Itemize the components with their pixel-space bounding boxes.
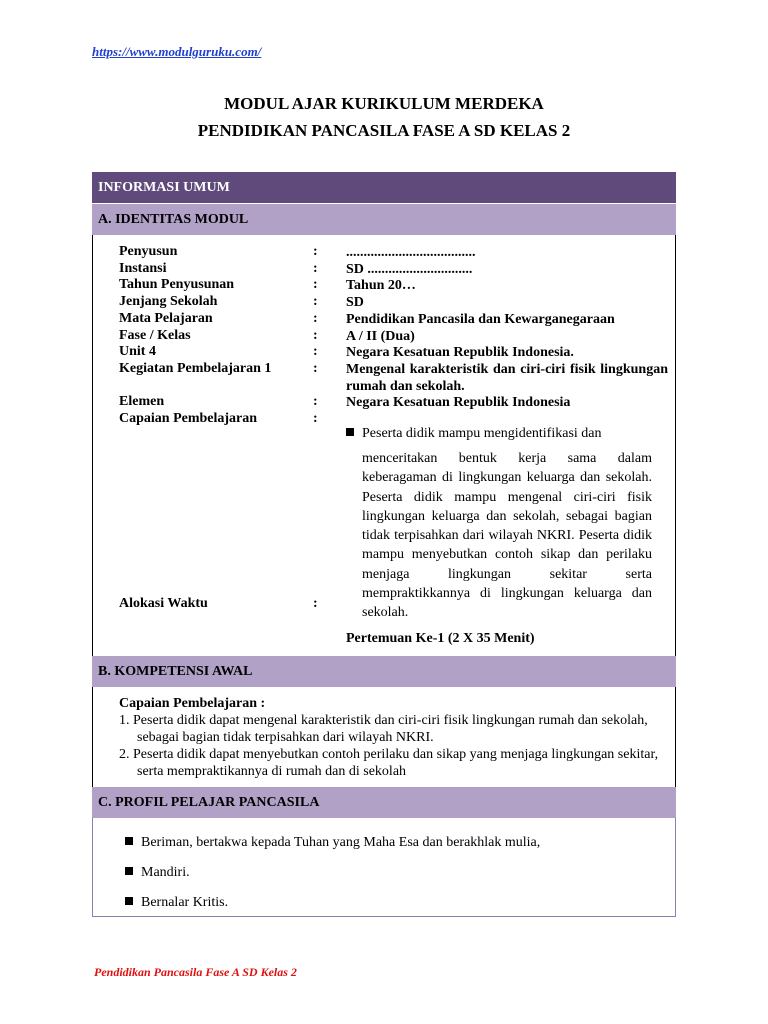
kompetensi-item-text: 2. Peserta didik dapat menyebutkan contoh perilaku dan sikap yang menjaga lingkungan sekitar, serta mempraktikannya di rumah dan di sekolah	[119, 747, 659, 779]
identity-colon: :	[313, 244, 318, 259]
section-identitas-modul: A. IDENTITAS MODUL	[92, 204, 676, 235]
identity-value: Mengenal karakteristik dan ciri-ciri fisik lingkungan rumah dan sekolah.	[346, 362, 668, 394]
identity-colon: :	[313, 277, 318, 292]
identity-colon: :	[313, 411, 318, 426]
profil-item-text: Beriman, bertakwa kepada Tuhan yang Maha Esa dan berakhlak mulia,	[141, 835, 541, 850]
identity-colon: :	[313, 311, 318, 326]
identity-label: Mata Pelajaran	[119, 311, 213, 326]
document-title: MODUL AJAR KURIKULUM MERDEKA	[224, 94, 544, 113]
alokasi-label: Alokasi Waktu	[119, 596, 208, 611]
website-link[interactable]: https://www.modulguruku.com/	[92, 44, 262, 59]
identity-label: Penyusun	[119, 244, 178, 259]
profil-box	[92, 818, 676, 917]
identity-label: Fase / Kelas	[119, 328, 191, 343]
capaian-first-line: Peserta didik mampu mengidentifikasi dan	[362, 426, 602, 441]
identity-label: Instansi	[119, 261, 167, 276]
identity-table	[92, 235, 676, 656]
kompetensi-box	[92, 687, 676, 787]
alokasi-colon: :	[313, 596, 318, 611]
profil-item	[125, 835, 540, 851]
document-subtitle: PENDIDIKAN PANCASILA FASE A SD KELAS 2	[197, 121, 571, 140]
capaian-bullet	[346, 426, 602, 442]
identity-label: Jenjang Sekolah	[119, 294, 218, 309]
profil-item	[125, 865, 190, 881]
profil-item-text: Bernalar Kritis.	[141, 895, 229, 910]
identity-value: Negara Kesatuan Republik Indonesia	[346, 395, 571, 410]
square-bullet-icon	[125, 897, 133, 905]
profil-item	[125, 895, 228, 911]
kompetensi-item	[119, 712, 659, 746]
identity-value: .....................................	[346, 245, 476, 260]
identity-label: Kegiatan Pembelajaran 1	[119, 361, 272, 376]
section-profil-pelajar: C. PROFIL PELAJAR PANCASILA	[92, 787, 676, 818]
identity-value: A / II (Dua)	[346, 329, 415, 344]
identity-value: Negara Kesatuan Republik Indonesia.	[346, 345, 574, 360]
identity-label: Tahun Penyusunan	[119, 277, 235, 292]
identity-label: Unit 4	[119, 344, 156, 359]
identity-value: SD ..............................	[346, 262, 473, 277]
identity-colon: :	[313, 394, 318, 409]
kompetensi-item-text: 1. Peserta didik dapat mengenal karakteristik dan ciri-ciri fisik lingkungan rumah dan sekolah, sebagai bagian tidak terpisahkan dari wilayah NKRI.	[119, 713, 648, 745]
identity-value: Tahun 20…	[346, 278, 416, 293]
kompetensi-item	[119, 746, 659, 780]
page-footer: Pendidikan Pancasila Fase A SD Kelas 2	[94, 965, 297, 979]
kompetensi-title: Capaian Pembelajaran :	[119, 696, 266, 711]
square-bullet-icon	[125, 867, 133, 875]
profil-item-text: Mandiri.	[141, 865, 190, 880]
identity-label: Capaian Pembelajaran	[119, 411, 258, 426]
pertemuan-value: Pertemuan Ke-1 (2 X 35 Menit)	[346, 631, 535, 646]
section-informasi-umum: INFORMASI UMUM	[92, 172, 676, 203]
identity-colon: :	[313, 344, 318, 359]
identity-value: Pendidikan Pancasila dan Kewarganegaraan	[346, 312, 615, 327]
identity-label: Elemen	[119, 394, 165, 409]
identity-colon: :	[313, 361, 318, 376]
identity-colon: :	[313, 261, 318, 276]
identity-colon: :	[313, 328, 318, 343]
identity-value: SD	[346, 295, 364, 310]
square-bullet-icon	[125, 837, 133, 845]
capaian-text: menceritakan bentuk kerja sama dalam keberagaman di lingkungan keluarga dan sekolah. Peserta didik mampu mengenal ciri-ciri fisik lingkungan keluarga dan sekolah, sebagai bagian tidak terpisahkan dari wilayah NKRI. Peserta didik mampu menyebutkan contoh sikap dan perilaku menjaga lingkungan sekitar serta mempraktikkannya di lingkungan keluarga dan sekolah.	[362, 451, 652, 621]
square-bullet-icon	[346, 428, 354, 436]
identity-colon: :	[313, 294, 318, 309]
section-kompetensi-awal: B. KOMPETENSI AWAL	[92, 656, 676, 687]
